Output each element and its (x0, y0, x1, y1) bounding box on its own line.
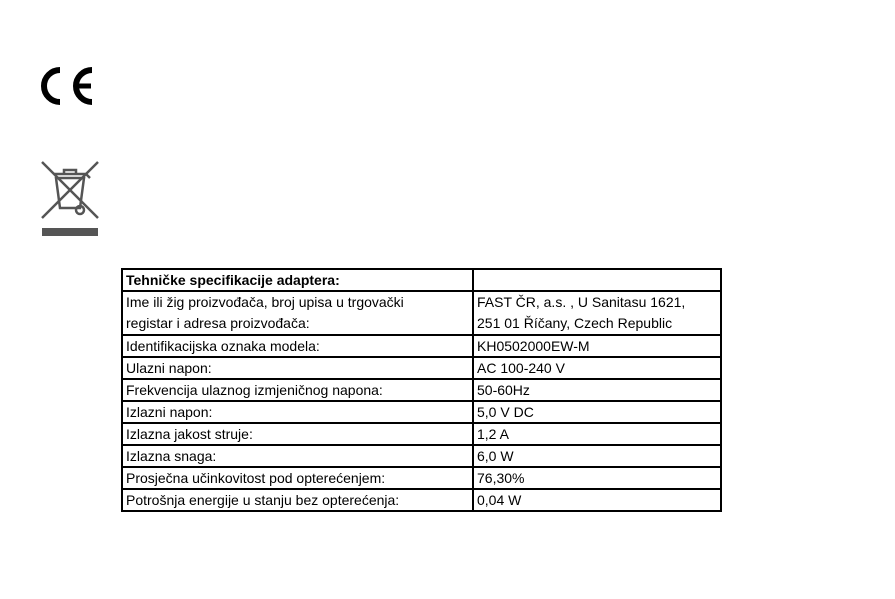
table-row (122, 467, 721, 489)
row-label: Izlazna jakost struje: (122, 423, 473, 445)
table-row (122, 379, 721, 401)
manufacturer-label-line2: registar i adresa proizvođača: (126, 315, 310, 331)
row-value: 0,04 W (473, 489, 721, 511)
manufacturer-value-line1: FAST ČR, a.s. , U Sanitasu 1621, (477, 294, 686, 310)
row-label: Potrošnja energije u stanju bez opterećenja: (122, 489, 473, 511)
row-value: 76,30% (473, 467, 721, 489)
adapter-specifications-table (121, 268, 722, 512)
table-row (122, 489, 721, 511)
crossed-out-wheelie-bin-icon (40, 160, 100, 240)
table-title: Tehničke specifikacije adaptera: (122, 269, 473, 291)
row-label: Identifikacijska oznaka modela: (122, 335, 473, 357)
row-value: 50-60Hz (473, 379, 721, 401)
row-value: AC 100-240 V (473, 357, 721, 379)
table-row (122, 401, 721, 423)
row-label: Izlazni napon: (122, 401, 473, 423)
manufacturer-label-line1: Ime ili žig proizvođača, broj upisa u trgovački (126, 294, 404, 310)
manufacturer-value (473, 291, 721, 335)
row-label: Frekvencija ulaznog izmjeničnog napona: (122, 379, 473, 401)
manufacturer-label (122, 291, 473, 335)
table-row (122, 445, 721, 467)
row-value: 1,2 A (473, 423, 721, 445)
row-label: Ulazni napon: (122, 357, 473, 379)
table-row (122, 335, 721, 357)
row-value: 5,0 V DC (473, 401, 721, 423)
ce-mark-icon (38, 66, 98, 106)
table-row (122, 357, 721, 379)
table-header-value (473, 269, 721, 291)
table-row (122, 291, 721, 335)
manufacturer-value-line2: 251 01 Říčany, Czech Republic (477, 315, 673, 331)
table-header-row (122, 269, 721, 291)
row-label: Izlazna snaga: (122, 445, 473, 467)
table-row (122, 423, 721, 445)
row-value: 6,0 W (473, 445, 721, 467)
row-value: KH0502000EW-M (473, 335, 721, 357)
row-label: Prosječna učinkovitost pod opterećenjem: (122, 467, 473, 489)
